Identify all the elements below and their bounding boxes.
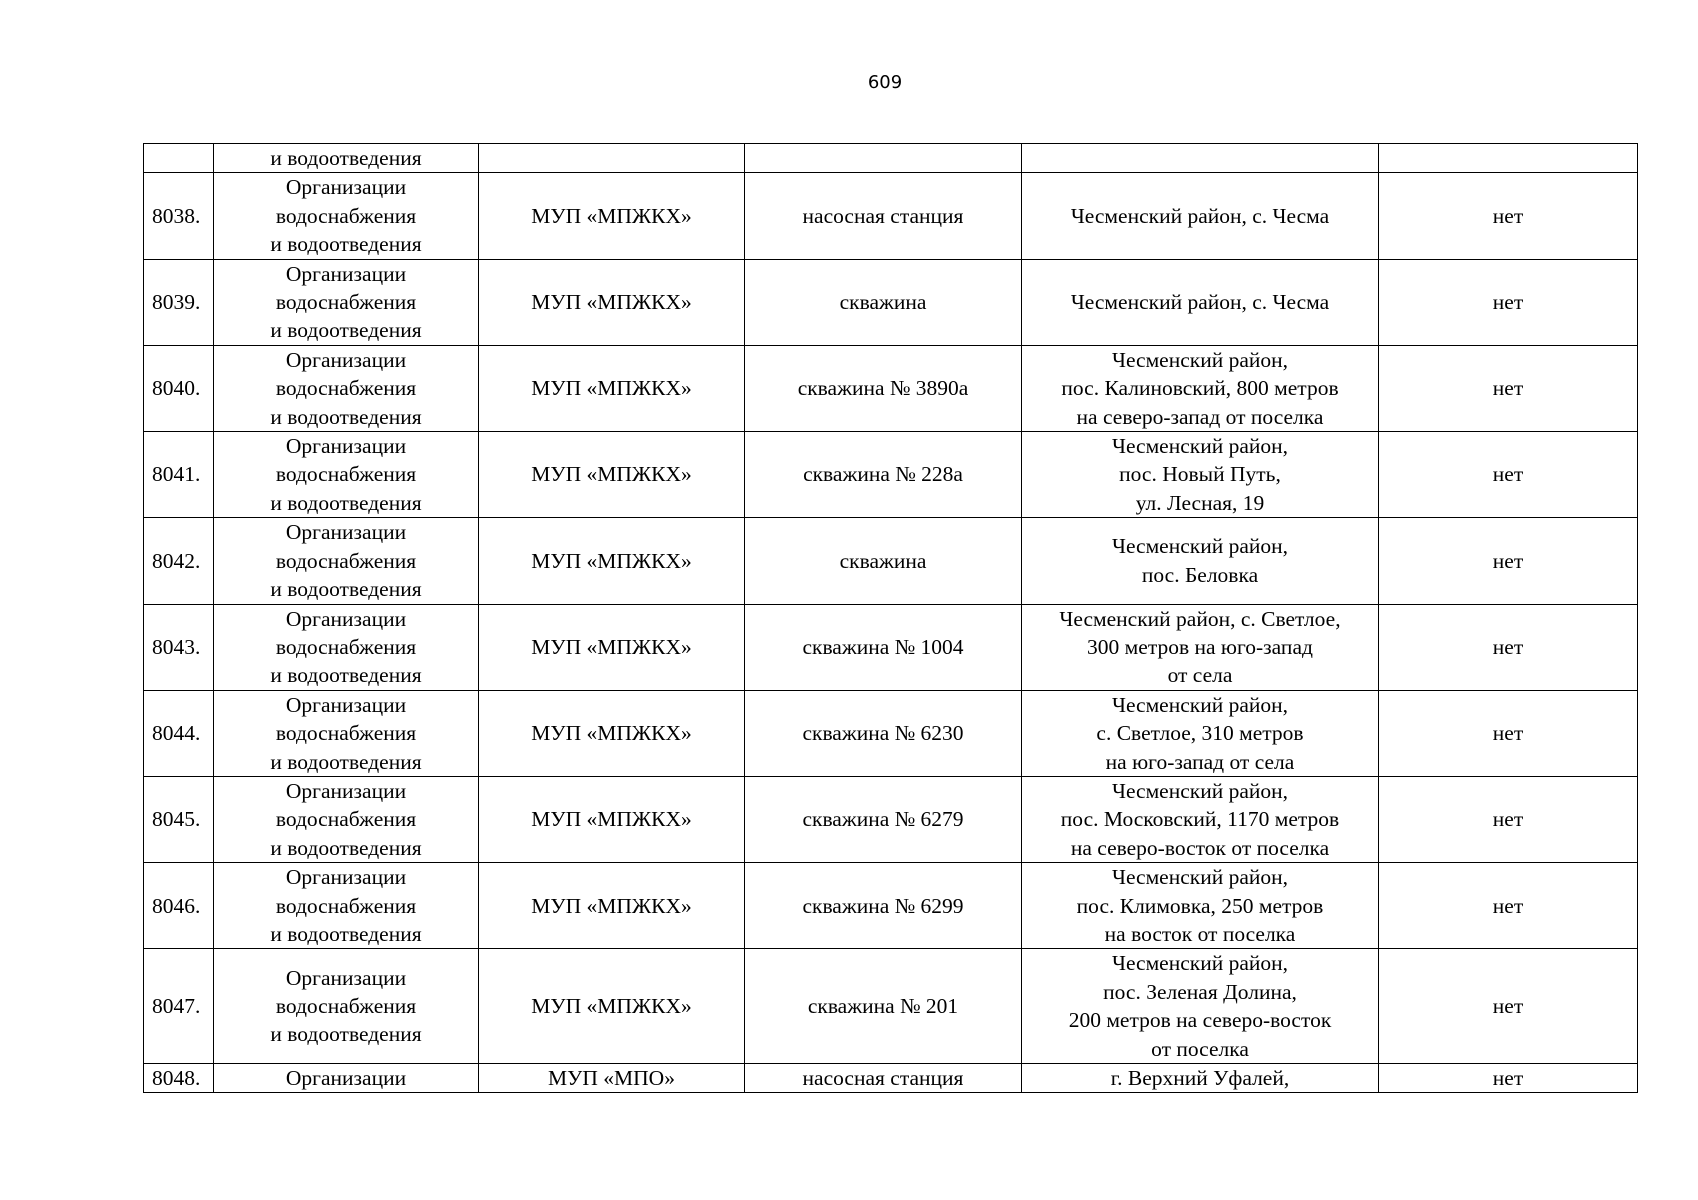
flag-cell: нет [1379,432,1638,518]
row-number-cell: 8041. [144,432,214,518]
address-cell [1022,776,1379,862]
address-cell [1022,173,1379,259]
address-line: от села [1167,663,1233,688]
flag-cell: нет [1379,776,1638,862]
address-cell [1022,1064,1379,1093]
address-line: на северо-восток от поселка [1070,835,1330,860]
table-row [144,604,1638,690]
address-line: Чесменский район, с. Светлое, [1059,606,1341,631]
facility-type-line: водоснабжения [275,993,417,1018]
facility-type-line: водоснабжения [275,893,417,918]
address-cell [1022,949,1379,1064]
organization-cell: МУП «МПЖКХ» [479,604,745,690]
address-line: Чесменский район, [1111,951,1289,976]
flag-cell: нет [1379,863,1638,949]
facility-type-cell [214,1064,479,1093]
facility-type-cell [214,949,479,1064]
row-number-cell: 8040. [144,345,214,431]
facility-type-line: Организации [285,175,407,200]
address-line: пос. Калиновский, 800 метров [1061,376,1339,401]
address-cell [1022,144,1379,173]
table-row-continuation [144,144,1638,173]
organization-cell: МУП «МПЖКХ» [479,259,745,345]
facility-type-cell [214,690,479,776]
facility-type-line: водоснабжения [275,634,417,659]
flag-cell: нет [1379,173,1638,259]
facility-type-line: Организации [285,1066,407,1090]
object-cell: скважина № 201 [745,949,1022,1064]
flag-cell: нет [1379,604,1638,690]
facility-type-line: и водоотведения [270,318,422,343]
organization-cell: МУП «МПЖКХ» [479,173,745,259]
facility-type-line: водоснабжения [275,203,417,228]
facility-type-cell [214,259,479,345]
row-number-cell: 8045. [144,776,214,862]
flag-cell [1379,144,1638,173]
facility-type-line: Организации [285,865,407,890]
flag-cell: нет [1379,690,1638,776]
row-number-cell: 8046. [144,863,214,949]
facility-type-cell [214,518,479,604]
facility-type-line: и водоотведения [270,835,422,860]
facility-type-cell [214,144,479,173]
address-line: Чесменский район, [1111,692,1289,717]
table-body [144,144,1638,1093]
table-row [144,345,1638,431]
facility-type-line: водоснабжения [275,290,417,315]
address-cell [1022,345,1379,431]
address-line: Чесменский район, с. Чесма [1070,203,1330,228]
address-cell [1022,690,1379,776]
facility-type-line: Организации [285,778,407,803]
facility-type-cell [214,776,479,862]
flag-cell: нет [1379,949,1638,1064]
address-line: Чесменский район, [1111,865,1289,890]
organization-cell: МУП «МПЖКХ» [479,776,745,862]
flag-cell: нет [1379,345,1638,431]
facility-type-line: и водоотведения [270,404,422,429]
table-row [144,259,1638,345]
address-line: на северо-запад от поселка [1076,404,1324,429]
address-line: Чесменский район, с. Чесма [1070,290,1330,315]
address-cell [1022,604,1379,690]
table-row [144,690,1638,776]
address-line: Чесменский район, [1111,778,1289,803]
address-line: Чесменский район, [1111,534,1289,559]
organization-cell: МУП «МПЖКХ» [479,432,745,518]
facility-type-line: Организации [285,347,407,372]
facility-type-line: водоснабжения [275,807,417,832]
object-cell: скважина [745,259,1022,345]
object-cell: скважина № 6279 [745,776,1022,862]
object-cell [745,144,1022,173]
address-line: с. Светлое, 310 метров [1096,721,1304,746]
address-line: пос. Новый Путь, [1119,462,1281,487]
facility-type-line: Организации [285,606,407,631]
table-row [144,949,1638,1064]
object-cell: скважина № 1004 [745,604,1022,690]
facility-type-cell [214,863,479,949]
object-cell: насосная станция [745,1064,1022,1093]
table-row [144,432,1638,518]
table-row [144,1064,1638,1093]
organization-cell [479,144,745,173]
facility-type-line: и водоотведения [270,232,422,257]
facility-type-line: и водоотведения [270,663,422,688]
address-cell [1022,432,1379,518]
facility-type-line: и водоотведения [270,921,422,946]
row-number-cell: 8042. [144,518,214,604]
facility-type-line: водоснабжения [275,462,417,487]
object-cell: скважина № 3890а [745,345,1022,431]
table-row [144,863,1638,949]
address-line: от поселка [1151,1036,1249,1061]
facility-type-cell [214,432,479,518]
table-row [144,518,1638,604]
flag-cell: нет [1379,259,1638,345]
facilities-table [143,143,1638,1093]
address-line: г. Верхний Уфалей, [1110,1066,1290,1090]
facility-type-line: Организации [285,261,407,286]
row-number-cell [144,144,214,173]
organization-cell: МУП «МПЖКХ» [479,345,745,431]
address-line: на восток от поселка [1104,921,1296,946]
organization-cell: МУП «МПЖКХ» [479,518,745,604]
object-cell: скважина № 228а [745,432,1022,518]
page-number: 609 [867,72,903,93]
row-number-cell: 8043. [144,604,214,690]
organization-cell: МУП «МПЖКХ» [479,690,745,776]
facility-type-line: водоснабжения [275,721,417,746]
facility-type-line: и водоотведения [270,577,422,602]
address-line: пос. Зеленая Долина, [1103,979,1297,1004]
facility-type-line: Организации [285,520,407,545]
organization-cell: МУП «МПЖКХ» [479,863,745,949]
facility-type-line: Организации [285,434,407,459]
row-number-cell: 8048. [144,1064,214,1093]
row-number-cell: 8044. [144,690,214,776]
address-cell [1022,259,1379,345]
address-line: пос. Беловка [1141,562,1259,587]
address-line: 300 метров на юго-запад [1087,634,1313,659]
object-cell: скважина № 6299 [745,863,1022,949]
table-row [144,776,1638,862]
row-number-cell: 8039. [144,259,214,345]
facility-type-line: Организации [285,965,407,990]
address-line: пос. Московский, 1170 метров [1060,807,1340,832]
facility-type-cell [214,345,479,431]
address-line: на юго-запад от села [1105,749,1295,774]
address-cell [1022,518,1379,604]
facility-type-line: Организации [285,692,407,717]
row-number-cell: 8047. [144,949,214,1064]
address-line: Чесменский район, [1111,347,1289,372]
address-line: 200 метров на северо-восток [1068,1008,1332,1033]
facility-type-line: водоснабжения [275,376,417,401]
facility-type-cell [214,604,479,690]
object-cell: насосная станция [745,173,1022,259]
organization-cell: МУП «МПО» [479,1064,745,1093]
facility-type-line: водоснабжения [275,548,417,573]
flag-cell: нет [1379,518,1638,604]
facility-type-line: и водоотведения [270,749,422,774]
object-cell: скважина № 6230 [745,690,1022,776]
facility-type-line: и водоотведения [270,1022,422,1047]
facility-type-line: и водоотведения [270,490,422,515]
facility-type-cell [214,173,479,259]
facility-type-line: и водоотведения [270,146,422,170]
address-line: ул. Лесная, 19 [1135,490,1265,515]
flag-cell: нет [1379,1064,1638,1093]
table-row [144,173,1638,259]
address-line: Чесменский район, [1111,434,1289,459]
address-cell [1022,863,1379,949]
organization-cell: МУП «МПЖКХ» [479,949,745,1064]
address-line: пос. Климовка, 250 метров [1076,893,1324,918]
object-cell: скважина [745,518,1022,604]
row-number-cell: 8038. [144,173,214,259]
